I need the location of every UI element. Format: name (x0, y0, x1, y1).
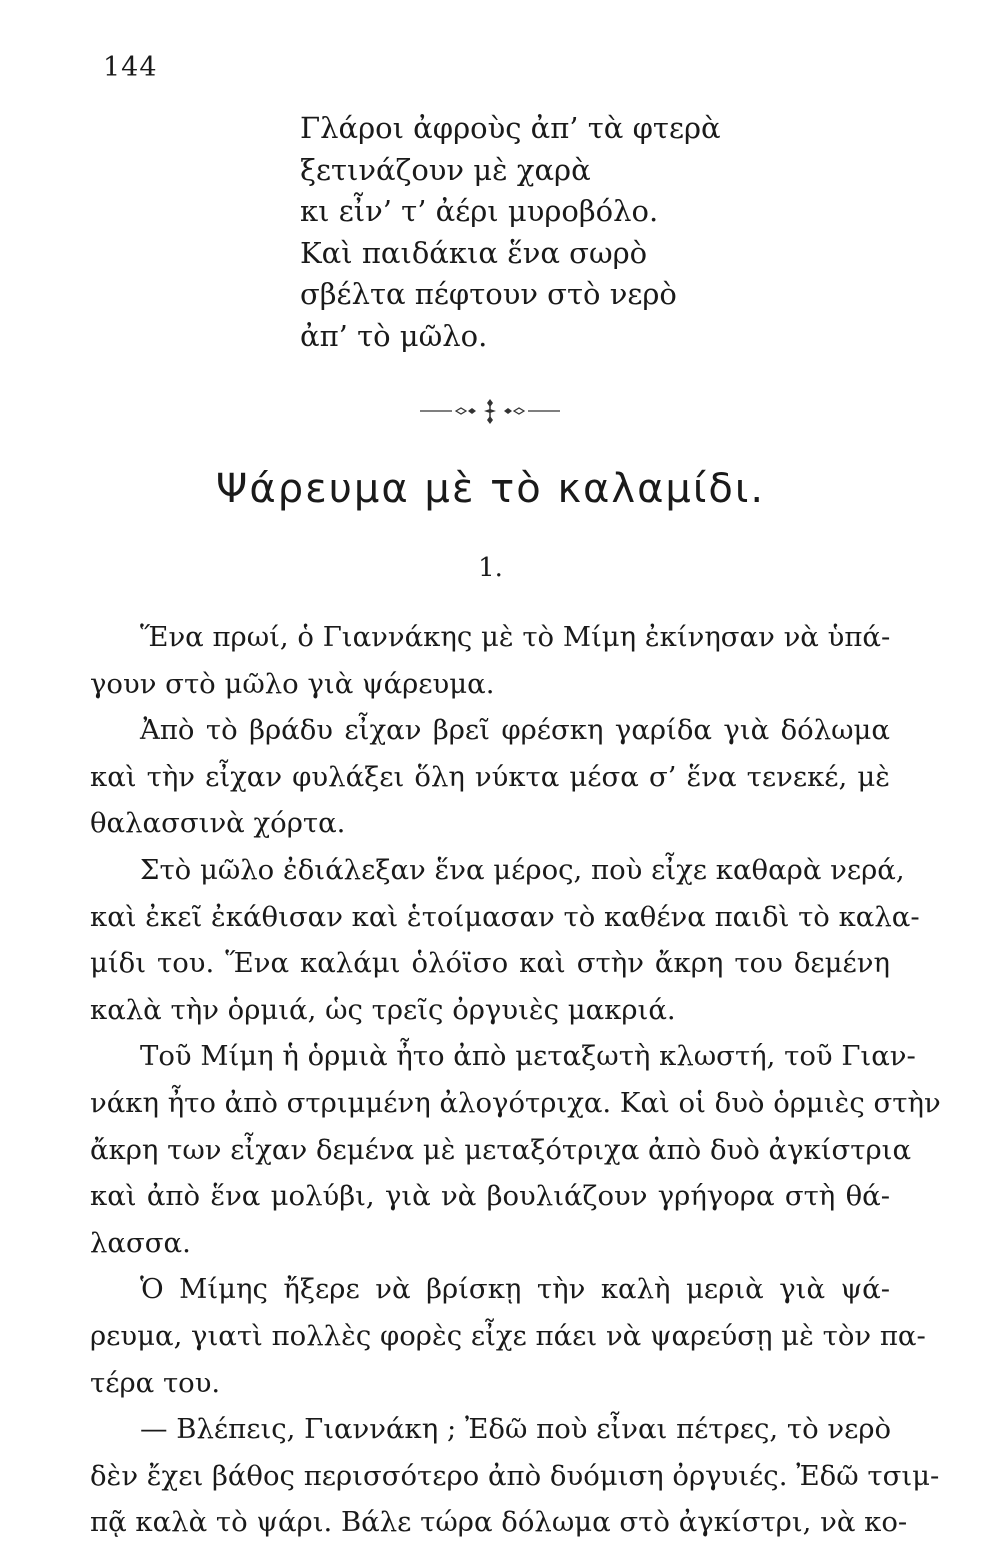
body-line: γουν στὸ μῶλο γιὰ ψάρευμα. (90, 667, 495, 700)
body-line: πᾷ καλὰ τὸ ψάρι. Βάλε τώρα δόλωμα στὸ ἀγκίστρι, νὰ κο- (90, 1506, 908, 1539)
body-line: δὲν ἔχει βάθος περισσότερο ἀπὸ δυόμιση ὀργυιές. Ἐδῶ τσιμ- (90, 1459, 940, 1492)
body-line: τέρα του. (90, 1366, 221, 1399)
body-line: νάκη ἦτο ἀπὸ στριμμένη ἀλογότριχα. Καὶ οἱ δυὸ ὁρμιὲς στὴν (90, 1086, 941, 1119)
body-line: μίδι του. Ἕνα καλάμι ὁλόϊσο καὶ στὴν ἄκρη του δεμένη (90, 947, 890, 980)
body-line: Ἀπὸ τὸ βράδυ εἶχαν βρεῖ φρέσκη γαρίδα γιὰ δόλωμα (140, 714, 890, 747)
body-line: λασσα. (90, 1226, 191, 1259)
poem (300, 108, 721, 357)
body-line: Ἕνα πρωί, ὁ Γιαννάκης μὲ τὸ Μίμη ἐκίνησαν νὰ ὑπά- (140, 621, 891, 653)
body-line: Στὸ μῶλο ἐδιάλεξαν ἕνα μέρος, ποὺ εἶχε καθαρὰ νερά, (140, 853, 905, 886)
body-line: Τοῦ Μίμη ἡ ὁρμιὰ ἦτο ἀπὸ μεταξωτὴ κλωστή, τοῦ Γιαν- (140, 1040, 916, 1073)
body-line: — Βλέπεις, Γιαννάκη ; Ἐδῶ ποὺ εἶναι πέτρες, τὸ νερὸ (140, 1413, 892, 1446)
body-line: ρευμα, γιατὶ πολλὲς φορὲς εἶχε πάει νὰ ψαρεύσῃ μὲ τὸν πα- (90, 1319, 926, 1352)
chapter-title: Ψάρευμα μὲ τὸ καλαμίδι. (215, 466, 766, 512)
body-line: καὶ τὴν εἶχαν φυλάξει ὅλη νύκτα μέσα σ’ ἕνα τενεκέ, μὲ (90, 760, 890, 793)
poem-line: Γλάροι ἀφροὺς ἀπ’ τὰ φτερὰ (300, 111, 721, 145)
section-number: 1. (478, 553, 503, 583)
body-line: καὶ ἐκεῖ ἐκάθισαν καὶ ἑτοίμασαν τὸ καθένα παιδὶ τὸ καλα- (90, 900, 920, 933)
body-line: ἄκρη των εἶχαν δεμένα μὲ μεταξότριχα ἀπὸ δυὸ ἀγκίστρια (90, 1133, 912, 1166)
body-text (90, 614, 941, 1546)
page-number: 144 (103, 52, 158, 83)
body-line: θαλασσινὰ χόρτα. (90, 807, 346, 840)
poem-line: ἀπ’ τὸ μῶλο. (300, 318, 488, 353)
body-line: καλὰ τὴν ὁρμιά, ὡς τρεῖς ὀργυιὲς μακριά. (90, 993, 676, 1026)
poem-line: Καὶ παιδάκια ἕνα σωρὸ (300, 235, 648, 270)
poem-line: σβέλτα πέφτουν στὸ νερὸ (300, 277, 677, 311)
body-line: καὶ ἀπὸ ἕνα μολύβι, γιὰ νὰ βουλιάζουν γρήγορα στὴ θά- (90, 1180, 890, 1213)
poem-line: ξετινάζουν μὲ χαρὰ (300, 152, 591, 187)
poem-line: κι εἶν’ τ’ ἀέρι μυροβόλο. (300, 194, 659, 228)
body-line: Ὁ Μίμης ἤξερε νὰ βρίσκῃ τὴν καλὴ μεριὰ γιὰ ψά- (140, 1273, 890, 1306)
section-divider-ornament (380, 393, 600, 433)
